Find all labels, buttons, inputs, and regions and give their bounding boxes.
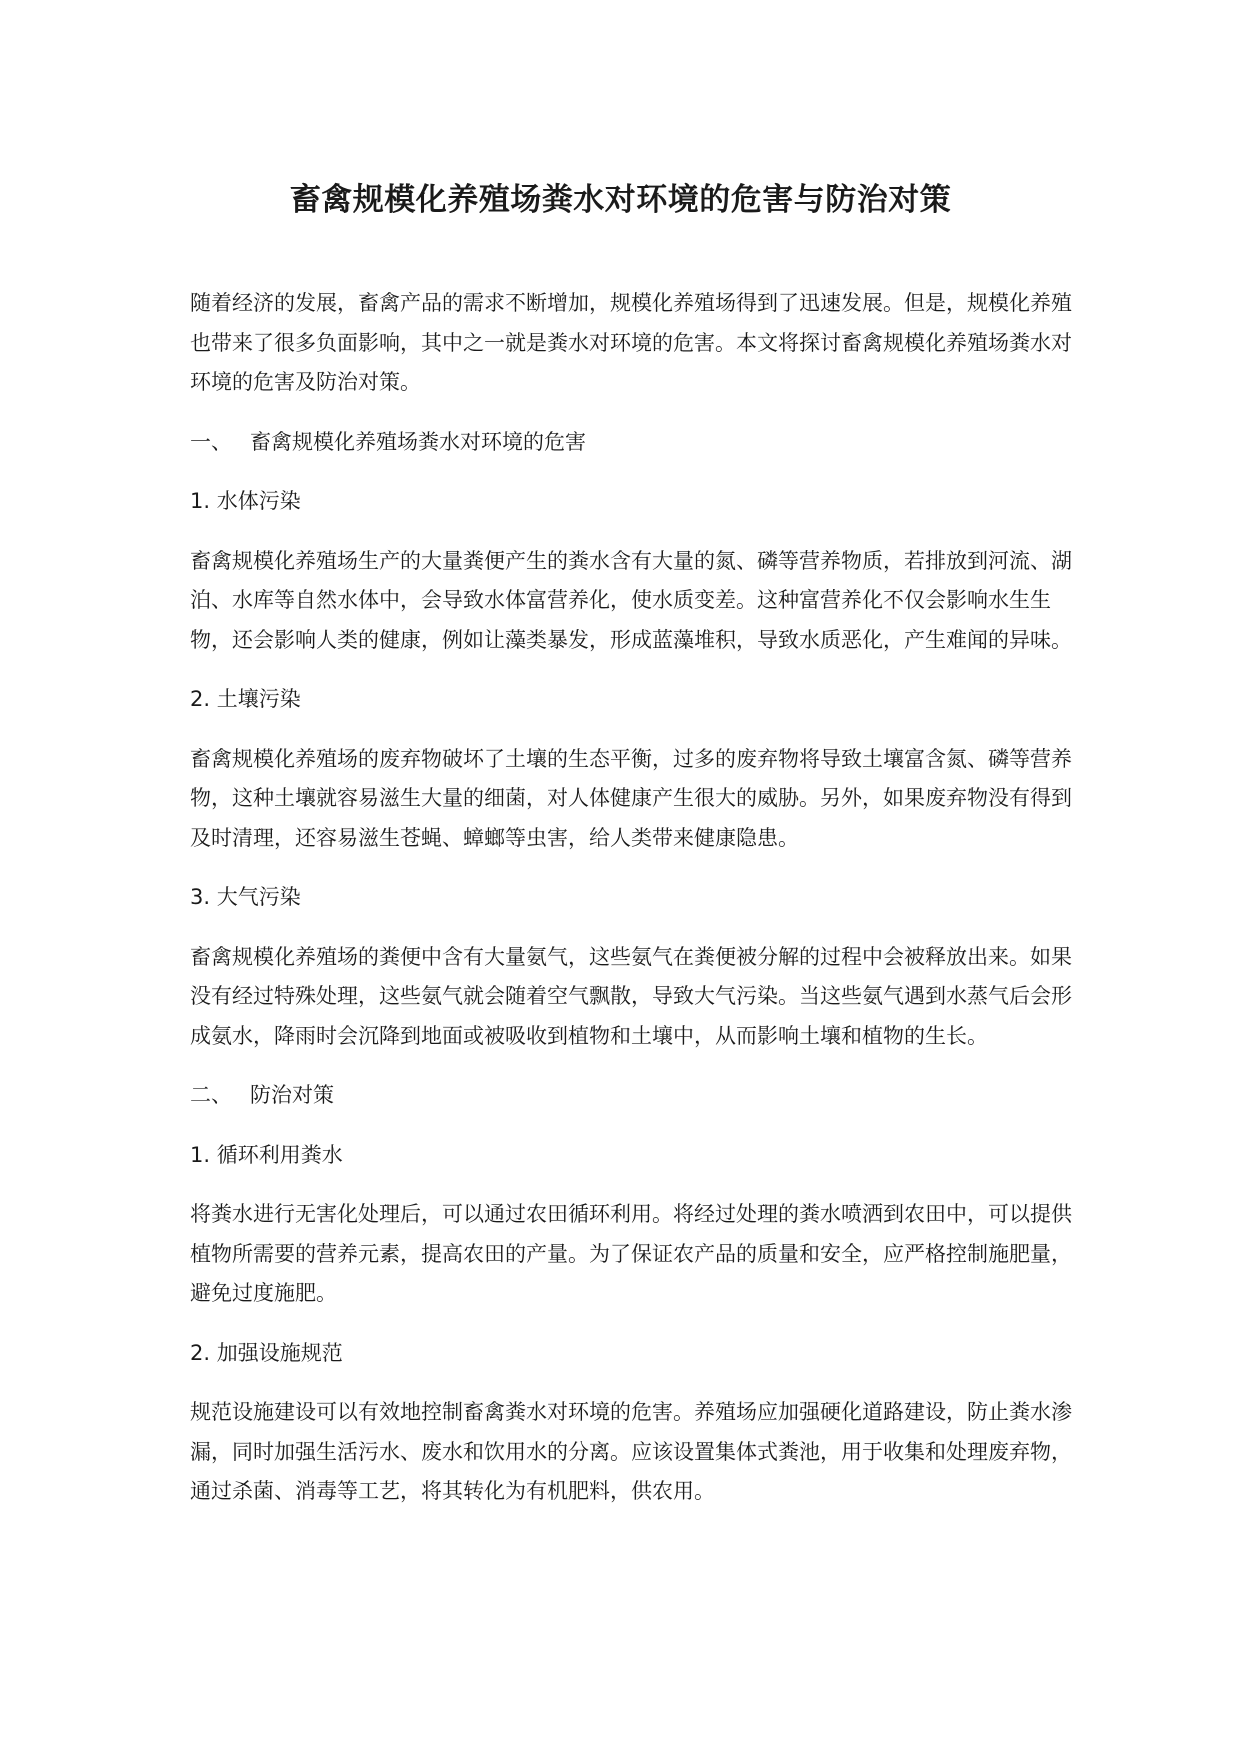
body-paragraph: 畜禽规模化养殖场的废弃物破坏了土壤的生态平衡，过多的废弃物将导致土壤富含氮、磷等营养物，这种土壤就容易滋生大量的细菌，对人体健康产生很大的威胁。另外，如果废弃物没有得到及时清理，还容易滋生苍蝇、蟑螂等虫害，给人类带来健康隐患。	[190, 746, 1072, 850]
subsection-heading: 1. 循环利用粪水	[190, 1142, 343, 1167]
section-number: 二、	[190, 1083, 232, 1107]
section-heading-1	[190, 423, 1080, 463]
section-heading-text: 畜禽规模化养殖场粪水对环境的危害	[250, 429, 586, 454]
subsection-heading: 3. 大气污染	[190, 885, 301, 909]
intro-paragraph: 随着经济的发展，畜禽产品的需求不断增加，规模化养殖场得到了迅速发展。但是，规模化养殖也带来了很多负面影响，其中之一就是粪水对环境的危害。本文将探讨畜禽规模化养殖场粪水对环境的危害及防治对策。	[190, 291, 1072, 394]
subsection-heading: 2. 土壤污染	[190, 687, 301, 711]
body-paragraph: 将粪水进行无害化处理后，可以通过农田循环利用。将经过处理的粪水喷洒到农田中，可以提供植物所需要的营养元素，提高农田的产量。为了保证农产品的质量和安全，应严格控制施肥量，避免过度施肥。	[190, 1202, 1072, 1305]
subsection-heading: 1. 水体污染	[190, 489, 301, 513]
document-body	[190, 284, 1080, 1532]
body-paragraph: 规范设施建设可以有效地控制畜禽粪水对环境的危害。养殖场应加强硬化道路建设，防止粪水渗漏，同时加强生活污水、废水和饮用水的分离。应该设置集体式粪池，用于收集和处理废弃物，通过杀菌、消毒等工艺，将其转化为有机肥料，供农用。	[190, 1400, 1072, 1503]
section-number: 一、	[190, 429, 232, 454]
section-heading-2	[190, 1076, 1080, 1116]
page-title: 畜禽规模化养殖场粪水对环境的危害与防治对策	[289, 182, 952, 218]
body-paragraph: 畜禽规模化养殖场生产的大量粪便产生的粪水含有大量的氮、磷等营养物质，若排放到河流、湖泊、水库等自然水体中，会导致水体富营养化，使水质变差。这种富营养化不仅会影响水生生物，还会影响人类的健康，例如让藻类暴发，形成蓝藻堆积，导致水质恶化，产生难闻的异味。	[190, 548, 1072, 652]
subsection-heading: 2. 加强设施规范	[190, 1340, 343, 1365]
body-paragraph: 畜禽规模化养殖场的粪便中含有大量氨气，这些氨气在粪便被分解的过程中会被释放出来。如果没有经过特殊处理，这些氨气就会随着空气飘散，导致大气污染。当这些氨气遇到水蒸气后会形成氨水，降雨时会沉降到地面或被吸收到植物和土壤中，从而影响土壤和植物的生长。	[190, 944, 1072, 1048]
section-heading-text: 防治对策	[250, 1083, 334, 1107]
